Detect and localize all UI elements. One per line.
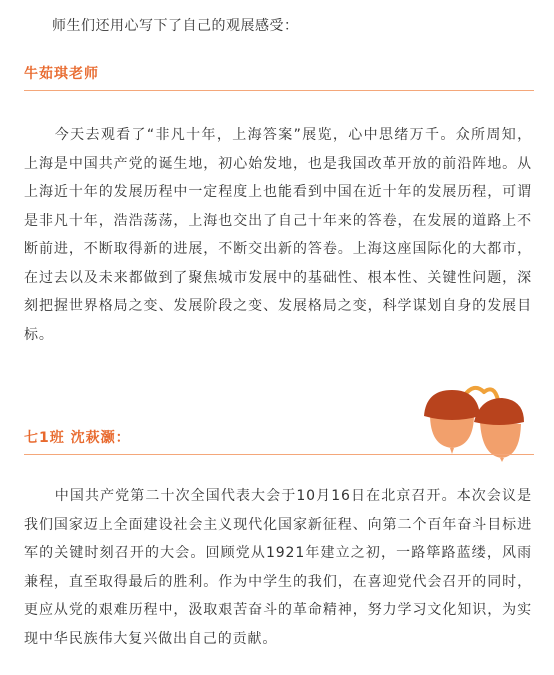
- section-header-student: [24, 428, 534, 455]
- section-body: 今天去观看了“非凡十年，上海答案”展览，心中思绪万千。众所周知，上海是中国共产党的诞生地，初心始发地，也是我国改革开放的前沿阵地。从上海近十年的发展历程中一定程度上也能看到中国在近十年的发展历程，可谓是非凡十年，浩浩荡荡，上海也交出了自己十年来的答卷，在发展的道路上不断前进，不断取得新的进展，不断交出新的答卷。上海这座国际化的大都市，在过去以及未来都做到了聚焦城市发展中的基础性、根本性、关键性问题，深刻把握世界格局之变、发展阶段之变、发展格局之变，科学谋划自身的发展目标。: [24, 127, 532, 343]
- section-title: 七1班 沈萩灏：: [24, 430, 131, 446]
- section-header-teacher: [24, 64, 534, 91]
- section-title: 牛茹琪老师: [24, 66, 99, 82]
- section-body: 中国共产党第二十次全国代表大会于10月16日在北京召开。本次会议是我们国家迈上全面建设社会主义现代化国家新征程、向第二个百年奋斗目标进军的关键时刻召开的大会。回顾党从1921年建立之初，一路筚路蓝缕，风雨兼程，直至取得最后的胜利。作为中学生的我们，在喜迎党代会召开的同时，更应从党的艰难历程中，汲取艰苦奋斗的革命精神，努力学习文化知识，为实现中华民族伟大复兴做出自己的贡献。: [24, 488, 532, 647]
- intro-text: 师生们还用心写下了自己的观展感受：: [52, 18, 299, 34]
